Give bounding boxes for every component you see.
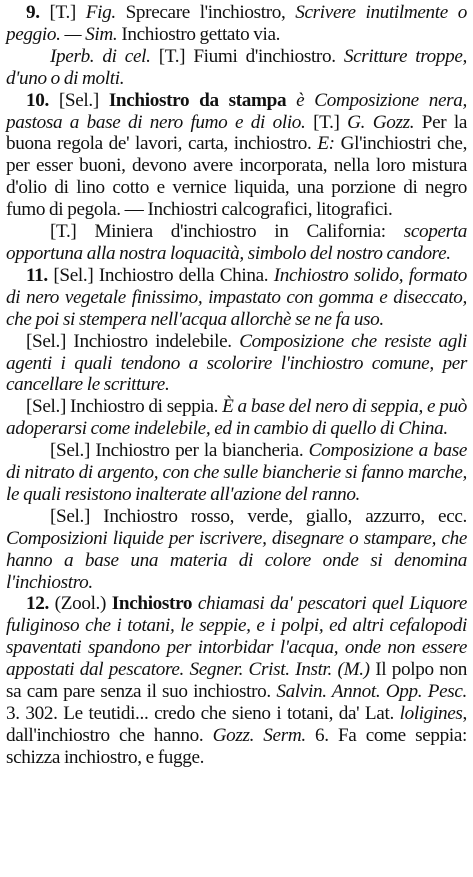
text-run: [T.] xyxy=(49,2,86,23)
sense-10 xyxy=(6,90,467,221)
italic-text: Gozz. Serm. xyxy=(212,724,316,746)
text-run: [Sel.] Inchiostro rosso, verde, giallo, azzurro, ecc. xyxy=(50,505,467,527)
text-run: Per la buona regola de' lavori, carta, inchiostro. xyxy=(6,111,468,155)
italic-text: Fig. xyxy=(85,2,126,23)
text-run: [Sel.] Inchiostro per la biancheria. xyxy=(50,440,309,462)
italic-text: Scrivere inutilmente o peggio. — Sim. xyxy=(6,2,467,45)
text-run: [Sel.] Inchiostro di seppia. xyxy=(26,396,223,418)
italic-text: Composizione che resiste agli agenti i quali tendono a scolorire l'inchiostro comune, per cancellare le scritture. xyxy=(6,330,467,396)
text-run: [T.] xyxy=(313,111,348,133)
italic-text: scoperta opportuna alla nostra loquacità, simbolo del nostro candore. xyxy=(6,221,467,264)
italic-text: chiamasi da' pescatori quel Liquore fuliginoso che i totani, le seppie, e i polpi, ed altri cefalopodi spaventati spandono per intorbidar l'acqua, onde non essere appostati dal pescatore. Segner. Crist. Instr. (M.) xyxy=(6,593,468,681)
italic-text: loligines xyxy=(399,703,463,724)
headword: Inchiostro xyxy=(111,593,198,615)
text-run: Gl'inchiostri che, per esser buoni, devono avere incorporata, nella loro mistura d'olio di lino cotto e vernice liquida, una porzione di negro fumo di pegola. — Inchiostri calcografici, litografici. xyxy=(6,133,468,221)
dictionary-page xyxy=(6,0,467,769)
italic-text: È a base del nero di seppia, e può adoperarsi come indelebile, ed in cambio di quello di China. xyxy=(6,396,467,440)
text-run: Il polpo non sa cam pare senza il suo inchiostro. xyxy=(6,659,467,703)
text-run: [Sel.] xyxy=(58,89,109,111)
sense-number: 9. xyxy=(26,2,50,23)
sense-11 xyxy=(6,265,467,331)
text-run: 6. Fa come seppia: schizza inchiostro, e fugge. xyxy=(6,724,467,768)
text-run: 3. 302. Le teutidi... credo che sieno i totani, da' Lat. xyxy=(6,703,400,724)
italic-text: G. Gozz. xyxy=(347,111,422,133)
headword: Inchiostro da stampa xyxy=(108,89,297,111)
italic-text: Composizione a base di nitrato di argento, con che sulle biancherie si fanno marche, le quali resistono inalterate all'azione del ranno. xyxy=(6,440,467,505)
italic-text: Composizioni liquide per iscrivere, disegnare o stampare, che hanno a base una materia di colore onde si denomina l'inchiostro. xyxy=(6,527,467,593)
sense-11-colori xyxy=(6,506,467,594)
sense-11-indelebile xyxy=(6,331,467,397)
text-run: [T.] Miniera d'inchiostro in California: xyxy=(50,221,404,243)
text-run: [Sel.] Inchiostro della China. xyxy=(53,264,274,286)
sense-12 xyxy=(6,593,467,768)
sense-11-biancheria xyxy=(6,440,467,506)
text-run: (Zool.) xyxy=(54,593,112,615)
italic-text: Scritture troppe, d'uno o di molti. xyxy=(6,45,468,89)
italic-text: Inchiostro solido, formato di nero vegetale finissimo, impastato con gomma e diseccato, che poi si stempera nell'acqua allorchè se ne fa uso. xyxy=(6,264,468,330)
text-run: , dall'inchiostro che hanno. xyxy=(6,703,467,746)
sense-9 xyxy=(6,2,467,46)
italic-text: Iperb. di cel. xyxy=(50,45,159,67)
sense-9-hyperbole xyxy=(6,46,467,90)
sense-number: 10. xyxy=(26,89,59,111)
sense-number: 12. xyxy=(26,593,55,615)
text-run: Sprecare l'inchiostro, xyxy=(125,2,296,23)
sense-11-seppia xyxy=(6,396,467,440)
text-run: [Sel.] Inchiostro indelebile. xyxy=(26,330,240,352)
text-run: Inchiostro gettato via. xyxy=(121,23,281,45)
italic-text: Salvin. Annot. Opp. Pesc. xyxy=(276,681,467,703)
sense-number: 11. xyxy=(26,264,54,286)
text-run: [T.] Fiumi d'inchiostro. xyxy=(158,45,344,67)
italic-text: è Composizione nera, pastosa a base di nero fumo e di olio. xyxy=(6,89,467,133)
italic-text: E: xyxy=(317,133,341,155)
sense-10-california xyxy=(6,221,467,265)
